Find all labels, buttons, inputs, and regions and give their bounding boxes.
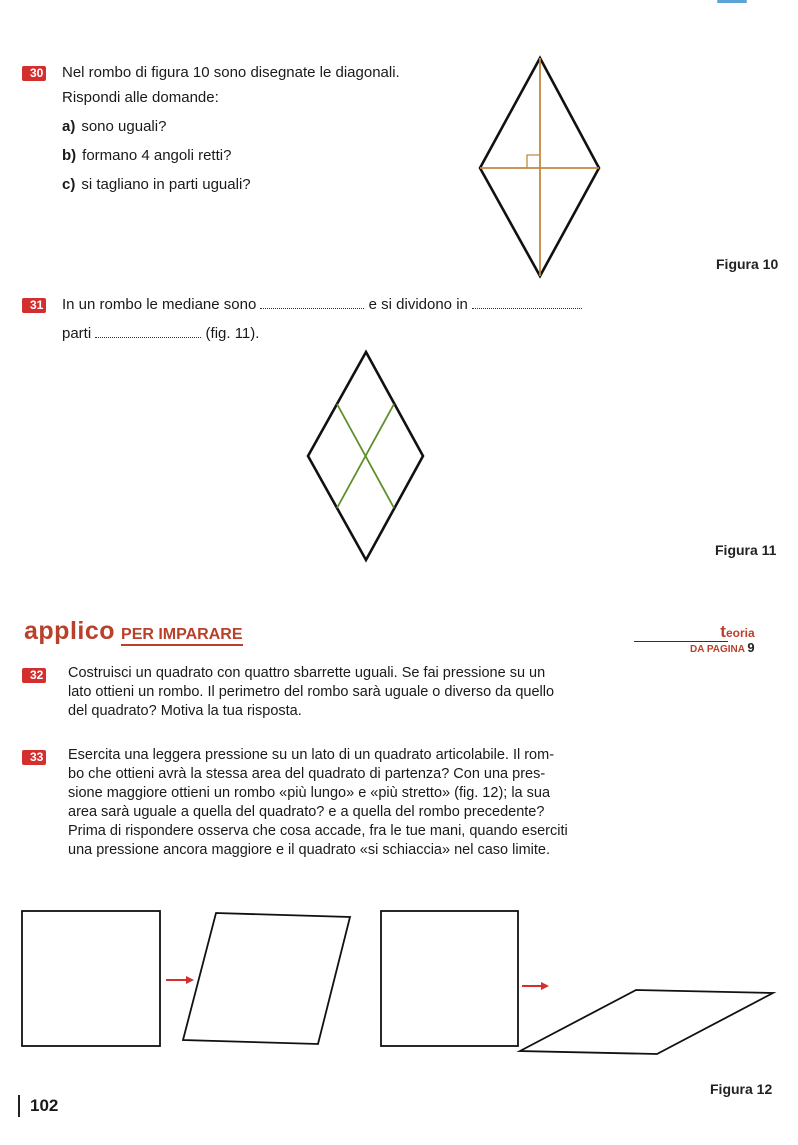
section-title-sub: PER IMPARARE — [121, 626, 243, 646]
figure-12-caption: Figura 12 — [710, 1081, 773, 1097]
teoria-ref-label: DA PAGINA — [690, 644, 745, 655]
rhombus-flattened — [520, 990, 773, 1054]
item-text: formano 4 angoli retti? — [82, 147, 232, 164]
square-1 — [22, 911, 160, 1046]
paragraph-line: Prima di rispondere osserva che cosa accade, fra le tue mani, quando eserciti — [68, 823, 568, 839]
text-part: e si dividono in — [368, 296, 468, 313]
item-text: si tagliano in parti uguali? — [81, 176, 251, 193]
exercise-30-line1: Nel rombo di figura 10 sono disegnate le diagonali. — [62, 64, 400, 81]
rhombus-slight — [183, 913, 350, 1044]
item-letter: a) — [62, 118, 76, 135]
teoria-label: eoria — [725, 626, 755, 640]
text-part: In un rombo le mediane sono — [62, 296, 257, 313]
teoria-initial: t — [720, 622, 726, 641]
paragraph-line: bo che ottieni avrà la stessa area del quadrato di partenza? Con una pres- — [68, 766, 546, 782]
item-text: sono uguali? — [81, 118, 167, 135]
item-letter: c) — [62, 176, 76, 193]
paragraph-line: lato ottieni un rombo. Il perimetro del rombo sarà uguale o diverso da quello — [68, 684, 555, 700]
exercise-30-line2: Rispondi alle domande: — [62, 89, 219, 106]
exercise-30-number: 30 — [22, 66, 46, 81]
figure-10-rhombus — [480, 58, 599, 276]
arrow-1-head — [186, 976, 194, 984]
arrow-2-head — [541, 982, 549, 990]
paragraph-line: Costruisci un quadrato con quattro sbarrette uguali. Se fai pressione su un — [68, 665, 546, 681]
paragraph-line: sione maggiore ottieni un rombo «più lungo» e «più stretto» (fig. 12); la sua — [68, 785, 551, 801]
paragraph-line: del quadrato? Motiva la tua risposta. — [68, 703, 302, 719]
exercise-33-number: 33 — [22, 750, 46, 765]
paragraph-line: una pressione ancora maggiore e il quadrato «si schiaccia» nel caso limite. — [68, 842, 550, 858]
text-part: parti — [62, 325, 92, 342]
exercise-32-number: 32 — [22, 668, 46, 683]
square-2 — [381, 911, 518, 1046]
figure-11-caption: Figura 11 — [715, 542, 777, 558]
paragraph-line: Esercita una leggera pressione su un lato di un quadrato articolabile. Il rom- — [68, 747, 555, 763]
page-number: 102 — [18, 1095, 58, 1117]
figure-11-rhombus — [308, 352, 423, 560]
section-title-main: applico — [24, 617, 116, 645]
paragraph-line: area sarà uguale a quella del quadrato? e a quella del rombo precedente? — [68, 804, 545, 820]
teoria-page: 9 — [747, 640, 755, 655]
item-letter: b) — [62, 147, 77, 164]
figure-12 — [22, 911, 773, 1054]
right-angle-mark — [527, 155, 540, 168]
figure-10-caption: Figura 10 — [716, 256, 779, 272]
exercise-31-number: 31 — [22, 298, 46, 313]
text-part: (fig. 11). — [205, 325, 260, 342]
